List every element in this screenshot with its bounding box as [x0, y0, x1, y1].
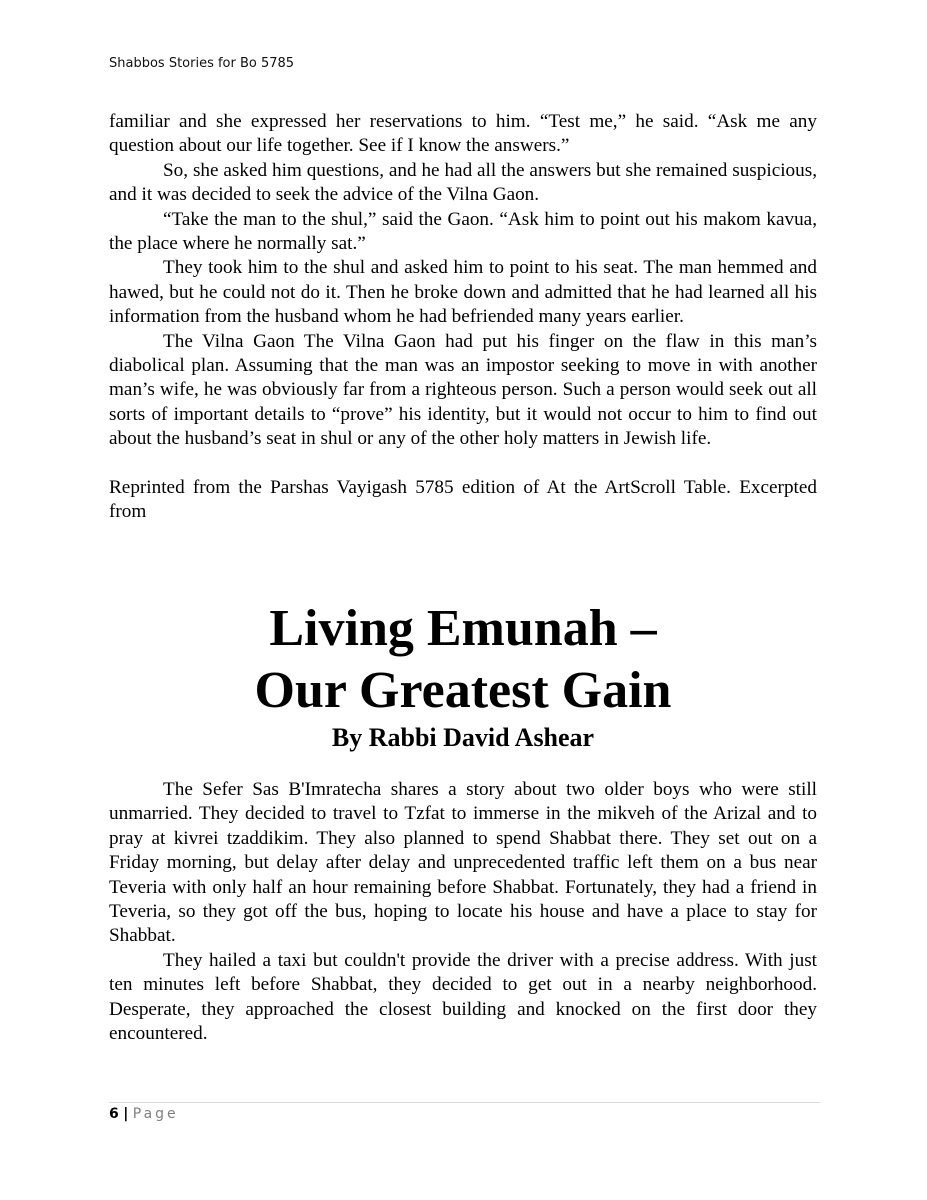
continued-story — [109, 110, 817, 525]
page-number: 6 — [109, 1106, 119, 1122]
article-title-line-2: Our Greatest Gain — [254, 662, 672, 719]
footer-divider — [109, 1102, 820, 1103]
paragraph: The Sefer Sas B'Imratecha shares a story about two older boys who were still unmarried. They decided to travel to Tzfat to immerse in the mikveh of the Arizal and to pray at kivrei tzaddikim. They also planned to spend Shabbat there. They set out on a Friday morning, but delay after delay and unprecedented traffic left them on a bus near Teveria with only half an hour remaining before Shabbat. Fortunately, they had a friend in Teveria, so they got off the bus, hoping to locate his house and have a place to stay for Shabbat. — [109, 779, 817, 947]
source-note: Reprinted from the Parshas Vayigash 5785 edition of At the ArtScroll Table. Excerpted from — [109, 477, 817, 523]
article-title-line-1: Living Emunah – — [269, 600, 657, 657]
article-body — [109, 778, 817, 1046]
article-byline: By Rabbi David Ashear — [331, 723, 595, 752]
footer-separator: | — [123, 1106, 129, 1122]
paragraph: They hailed a taxi but couldn't provide the driver with a precise address. With just ten minutes left before Shabbat, they decided to get out in a nearby neighborhood. Desperate, they approached the closest building and knocked on the first door they encountered. — [109, 949, 817, 1045]
article-title — [109, 598, 817, 722]
paragraph: familiar and she expressed her reservations to him. “Test me,” he said. “Ask me any question about our life together. See if I know the answers.” — [109, 111, 817, 157]
running-header: Shabbos Stories for Bo 5785 — [109, 56, 295, 71]
paragraph: The Vilna Gaon The Vilna Gaon had put his finger on the flaw in this man’s diabolical plan. Assuming that the man was an impostor seeking to move in with another man’s wife, he was obviously far from a righteous person. Such a person would seek out all sorts of important details to “prove” his identity, but it would not occur to him to find out about the husband’s seat in shul or any of the other holy matters in Jewish life. — [109, 330, 817, 450]
page-footer — [109, 1106, 179, 1122]
paragraph: “Take the man to the shul,” said the Gaon. “Ask him to point out his makom kavua, the place where he normally sat.” — [109, 208, 817, 255]
page-label: Page — [132, 1106, 179, 1122]
paragraph: They took him to the shul and asked him to point to his seat. The man hemmed and hawed, but he could not do it. Then he broke down and admitted that he had learned all his information from the husband whom he had befriended many years earlier. — [109, 257, 817, 328]
paragraph: So, she asked him questions, and he had all the answers but she remained suspicious, and it was decided to seek the advice of the Vilna Gaon. — [109, 159, 817, 206]
